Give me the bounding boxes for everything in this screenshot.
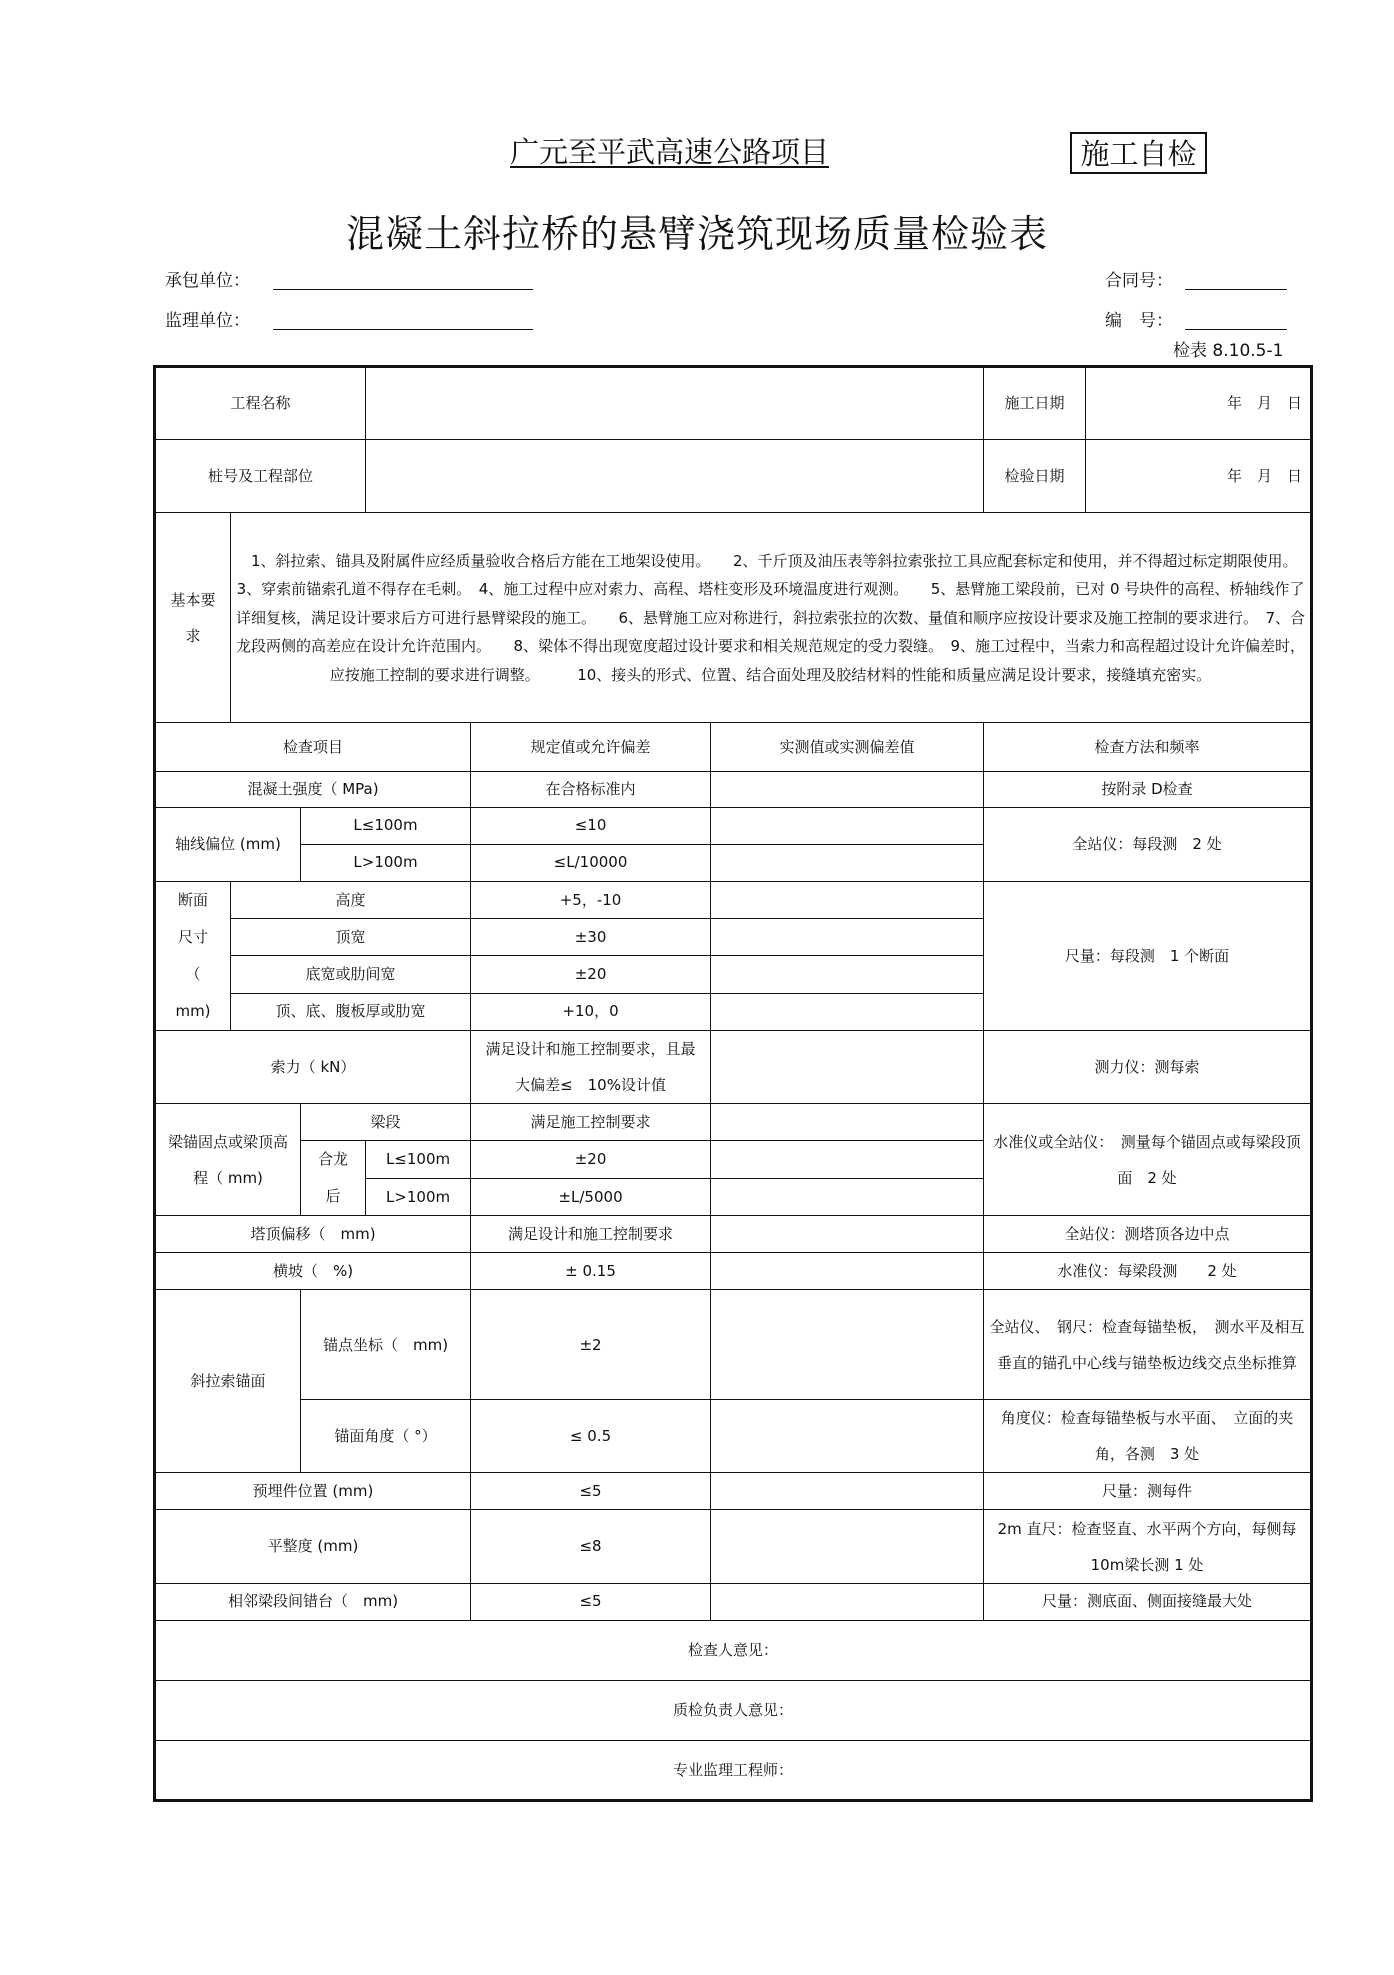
closure-spec1: ±20 [471, 1141, 711, 1179]
misalignment-label: 相邻梁段间错台（ mm) [155, 1583, 471, 1620]
axis-offset-sub2: L>100m [301, 844, 471, 881]
cross-slope-method: 水准仪：每梁段测 2 处 [984, 1253, 1312, 1290]
section-size-method: 尺量：每段测 1 个断面 [984, 881, 1312, 1030]
embedded-parts-spec: ≤5 [471, 1473, 711, 1510]
flatness-method: 2m 直尺：检查竖直、水平两个方向，每侧每 10m梁长测 1 处 [984, 1510, 1312, 1583]
inspection-date-label: 检验日期 [984, 440, 1086, 513]
anchor-angle-method: 角度仪：检查每锚垫板与水平面、 立面的夹角，各测 3 处 [984, 1400, 1312, 1473]
anchor-angle-spec: ≤ 0.5 [471, 1400, 711, 1473]
project-name-field[interactable] [366, 367, 984, 440]
col-header-method: 检查方法和频率 [984, 723, 1312, 771]
serial-no-field[interactable] [1185, 329, 1287, 330]
closure-spec2: ±L/5000 [471, 1178, 711, 1216]
requirements-label: 基本要求 [155, 513, 231, 723]
section-thickness-measured[interactable] [711, 993, 984, 1030]
anchor-coord-spec: ±2 [471, 1290, 711, 1400]
axis-offset-spec1: ≤10 [471, 807, 711, 844]
col-header-spec: 规定值或允许偏差 [471, 723, 711, 771]
stake-field[interactable] [366, 440, 984, 513]
qc-manager-opinion[interactable]: 质检负责人意见： [155, 1680, 1312, 1740]
section-bottom-width-measured[interactable] [711, 956, 984, 993]
embedded-parts-method: 尺量：测每件 [984, 1473, 1312, 1510]
stake-label: 桩号及工程部位 [155, 440, 366, 513]
concrete-strength-method: 按附录 D检查 [984, 771, 1312, 807]
project-name-label: 工程名称 [155, 367, 366, 440]
axis-offset-measured1[interactable] [711, 807, 984, 844]
section-top-width-spec: ±30 [471, 918, 711, 955]
axis-offset-spec2: ≤L/10000 [471, 844, 711, 881]
cable-force-label: 索力（ kN） [155, 1030, 471, 1103]
tower-offset-label: 塔顶偏移（ mm) [155, 1216, 471, 1253]
section-top-width-label: 顶宽 [231, 918, 471, 955]
inspection-date-field[interactable]: 年 月 日 [1086, 440, 1312, 513]
anchor-coord-label: 锚点坐标（ mm) [301, 1290, 471, 1400]
tower-offset-spec: 满足设计和施工控制要求 [471, 1216, 711, 1253]
contract-no-field[interactable] [1185, 289, 1287, 290]
concrete-strength-label: 混凝土强度（ MPa) [155, 771, 471, 807]
cross-slope-measured[interactable] [711, 1253, 984, 1290]
section-top-width-measured[interactable] [711, 918, 984, 955]
contract-no-label: 合同号： [1105, 271, 1173, 291]
axis-offset-method: 全站仪：每段测 2 处 [984, 807, 1312, 881]
section-thickness-spec: +10，0 [471, 993, 711, 1030]
cable-force-spec: 满足设计和施工控制要求，且最大偏差≤ 10%设计值 [471, 1030, 711, 1103]
misalignment-method: 尺量：测底面、侧面接缝最大处 [984, 1583, 1312, 1620]
elevation-segment-label: 梁段 [301, 1103, 471, 1140]
anchor-angle-label: 锚面角度（ °） [301, 1400, 471, 1473]
embedded-parts-measured[interactable] [711, 1473, 984, 1510]
axis-offset-label: 轴线偏位 (mm) [155, 807, 301, 881]
supervisor-engineer-opinion[interactable]: 专业监理工程师： [155, 1740, 1312, 1800]
construction-date-field[interactable]: 年 月 日 [1086, 367, 1312, 440]
elevation-segment-measured[interactable] [711, 1103, 984, 1140]
embedded-parts-label: 预埋件位置 (mm) [155, 1473, 471, 1510]
axis-offset-sub1: L≤100m [301, 807, 471, 844]
misalignment-measured[interactable] [711, 1583, 984, 1620]
closure-measured1[interactable] [711, 1141, 984, 1179]
inspector-opinion[interactable]: 检查人意见： [155, 1620, 1312, 1680]
supervisor-label: 监理单位： [165, 311, 250, 331]
closure-measured2[interactable] [711, 1178, 984, 1216]
section-thickness-label: 顶、底、腹板厚或肋宽 [231, 993, 471, 1030]
project-name: 广元至平武高速公路项目 [510, 135, 830, 169]
section-size-label: 断面尺寸（ mm) [155, 881, 231, 1030]
tower-offset-measured[interactable] [711, 1216, 984, 1253]
cable-force-method: 测力仪：测每索 [984, 1030, 1312, 1103]
section-height-label: 高度 [231, 881, 471, 918]
elevation-segment-spec: 满足施工控制要求 [471, 1103, 711, 1140]
construction-date-label: 施工日期 [984, 367, 1086, 440]
form-title: 混凝土斜拉桥的悬臂浇筑现场质量检验表 [345, 212, 1048, 256]
cable-force-measured[interactable] [711, 1030, 984, 1103]
cross-slope-label: 横坡（ %) [155, 1253, 471, 1290]
section-bottom-width-label: 底宽或肋间宽 [231, 956, 471, 993]
col-header-item: 检查项目 [155, 723, 471, 771]
closure-label: 合龙后 [301, 1141, 366, 1216]
axis-offset-measured2[interactable] [711, 844, 984, 881]
section-height-spec: +5，-10 [471, 881, 711, 918]
concrete-strength-spec: 在合格标准内 [471, 771, 711, 807]
inspection-table [153, 365, 1313, 1802]
flatness-measured[interactable] [711, 1510, 984, 1583]
section-bottom-width-spec: ±20 [471, 956, 711, 993]
contractor-field[interactable] [273, 289, 533, 290]
anchor-angle-measured[interactable] [711, 1400, 984, 1473]
elevation-label: 梁锚固点或梁顶高程（ mm) [155, 1103, 301, 1215]
self-inspection-stamp: 施工自检 [1070, 132, 1207, 174]
flatness-label: 平整度 (mm) [155, 1510, 471, 1583]
contractor-label: 承包单位： [165, 271, 250, 291]
col-header-measured: 实测值或实测偏差值 [711, 723, 984, 771]
requirements-text: 1、斜拉索、锚具及附属件应经质量验收合格后方能在工地架设使用。 2、千斤顶及油压表等斜拉索张拉工具应配套标定和使用，并不得超过标定期限使用。 3、穿索前锚索孔道不得存在毛刺。 4、施工过程中应对索力、高程、塔柱变形及环境温度进行观测。 5、悬臂施工梁段前，已对 0 号块件的高程、桥轴线作了详细复核，满足设计要求后方可进行悬臂梁段的施工。 6、悬臂施工应对称进行，斜拉索张拉的次数、量值和顺序应按设计要求及施工控制的要求进行。 7、合龙段两侧的高差应在设计允许范围内。 8、梁体不得出现宽度超过设计要求和相关规范规定的受力裂缝。 9、施工过程中，当索力和高程超过设计允许偏差时，应按施工控制的要求进行调整。 10、接头的形式、位置、结合面处理及胶结材料的性能和质量应满足设计要求，接缝填充密实。 [231, 513, 1312, 723]
closure-sub2: L>100m [366, 1178, 471, 1216]
closure-sub1: L≤100m [366, 1141, 471, 1179]
concrete-strength-measured[interactable] [711, 771, 984, 807]
flatness-spec: ≤8 [471, 1510, 711, 1583]
tower-offset-method: 全站仪：测塔顶各边中点 [984, 1216, 1312, 1253]
misalignment-spec: ≤5 [471, 1583, 711, 1620]
supervisor-field[interactable] [273, 329, 533, 330]
form-code: 检表 8.10.5-1 [1173, 341, 1284, 361]
anchor-coord-method: 全站仪、 钢尺：检查每锚垫板， 测水平及相互垂直的锚孔中心线与锚垫板边线交点坐标推算 [984, 1290, 1312, 1400]
section-height-measured[interactable] [711, 881, 984, 918]
anchor-coord-measured[interactable] [711, 1290, 984, 1400]
cross-slope-spec: ± 0.15 [471, 1253, 711, 1290]
elevation-method: 水准仪或全站仪： 测量每个锚固点或每梁段顶面 2 处 [984, 1103, 1312, 1215]
anchor-face-label: 斜拉索锚面 [155, 1290, 301, 1473]
serial-no-label: 编 号： [1105, 311, 1173, 331]
